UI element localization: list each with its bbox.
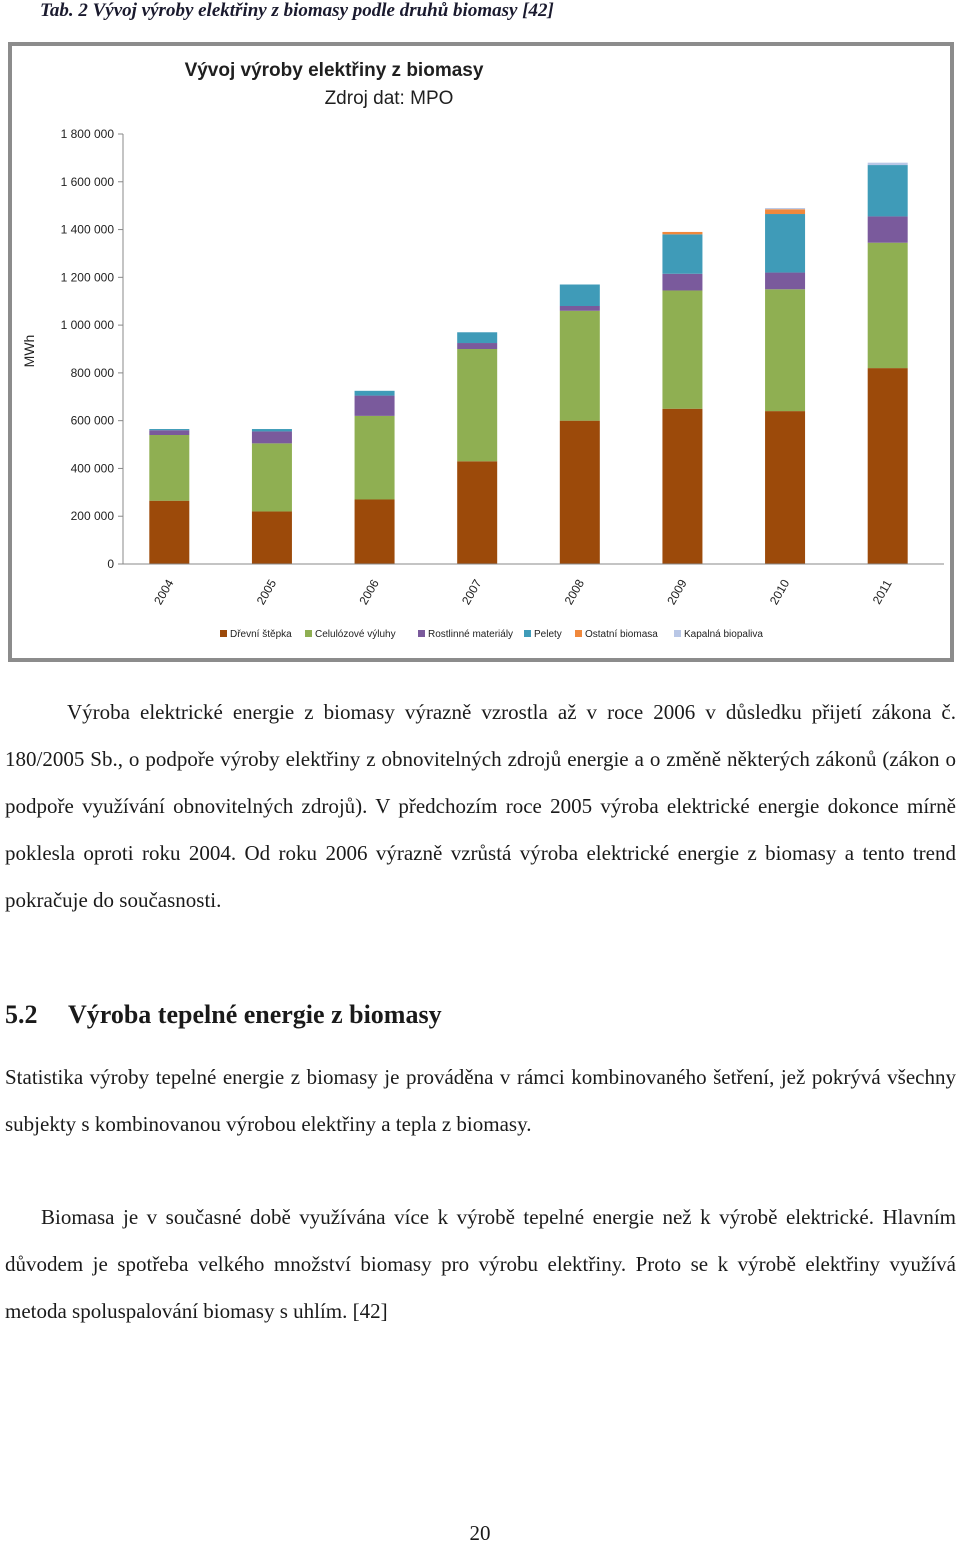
y-axis-label: MWh bbox=[21, 334, 37, 368]
x-tick-label: 2010 bbox=[766, 576, 793, 608]
bar-segment bbox=[457, 461, 497, 564]
bar-segment bbox=[662, 234, 702, 273]
legend-swatch bbox=[524, 630, 531, 637]
chart-subtitle: Zdroj dat: MPO bbox=[324, 88, 454, 109]
bar-segment bbox=[765, 411, 805, 564]
bar-segment bbox=[355, 500, 395, 565]
bar-segment bbox=[868, 216, 908, 242]
bar-segment bbox=[765, 289, 805, 411]
section-heading bbox=[5, 1000, 442, 1030]
bar-segment bbox=[662, 232, 702, 234]
section-number: 5.2 bbox=[5, 1000, 38, 1029]
table-caption: Tab. 2 Vývoj výroby elektřiny z biomasy podle druhů biomasy [42] bbox=[40, 0, 554, 21]
x-tick-label: 2008 bbox=[561, 576, 588, 608]
bar-segment bbox=[868, 243, 908, 368]
bar-segment bbox=[765, 208, 805, 209]
bar-segment bbox=[457, 343, 497, 349]
paragraph-heat-statistics: Statistika výroby tepelné energie z biomasy je prováděna v rámci kombinovaného šetření, jež pokrývá všechny subjekty s kombinovanou výrobou elektřiny a tepla z biomasy. bbox=[5, 1065, 956, 1136]
bar-segment bbox=[149, 430, 189, 435]
legend-swatch bbox=[220, 630, 227, 637]
y-tick-label: 600 000 bbox=[70, 413, 114, 428]
chart-title: Vývoj výroby elektřiny z biomasy bbox=[184, 60, 484, 81]
bar-segment bbox=[868, 165, 908, 216]
legend-label: Ostatní biomasa bbox=[585, 629, 658, 640]
bar-segment bbox=[662, 290, 702, 408]
bar-segment bbox=[355, 396, 395, 416]
y-tick-label: 200 000 bbox=[70, 509, 114, 524]
x-tick-label: 2006 bbox=[356, 576, 382, 608]
bar-segment bbox=[252, 511, 292, 564]
bar-segment bbox=[662, 274, 702, 291]
bar-segment bbox=[560, 285, 600, 307]
chart-frame bbox=[8, 42, 954, 662]
y-tick-label: 0 bbox=[107, 557, 114, 571]
y-tick-label: 800 000 bbox=[70, 365, 114, 380]
bar-segment bbox=[560, 421, 600, 564]
section-title: Výroba tepelné energie z biomasy bbox=[68, 1000, 442, 1029]
y-tick-label: 1 400 000 bbox=[60, 222, 114, 237]
bar-segment bbox=[457, 332, 497, 343]
bar-segment bbox=[355, 416, 395, 500]
legend-label: Kapalná biopaliva bbox=[684, 629, 763, 640]
x-tick-label: 2009 bbox=[664, 576, 690, 608]
bar-segment bbox=[252, 429, 292, 431]
bar-segment bbox=[457, 349, 497, 461]
bar-segment bbox=[149, 429, 189, 430]
bar-segment bbox=[662, 409, 702, 564]
legend-label: Dřevní štěpka bbox=[230, 629, 292, 640]
bar-segment bbox=[149, 501, 189, 564]
x-tick-label: 2005 bbox=[253, 576, 280, 608]
bar-segment bbox=[765, 209, 805, 214]
legend-label: Pelety bbox=[534, 629, 562, 640]
x-tick-label: 2004 bbox=[151, 576, 177, 608]
y-tick-label: 1 600 000 bbox=[60, 174, 114, 189]
paragraph-biomass-usage: Biomasa je v současné době využívána více k výrobě tepelné energie než k výrobě elektrické. Hlavním důvodem je spotřeba velkého množství biomasy pro výrobu elektřiny. Proto se k výrobě elektřiny využívá metoda spoluspalování biomasy s uhlím. [42] bbox=[5, 1205, 956, 1323]
bar-segment bbox=[765, 214, 805, 273]
bar-segment bbox=[149, 435, 189, 501]
bar-segment bbox=[252, 431, 292, 443]
page-number: 20 bbox=[469, 1521, 491, 1545]
bar-segment bbox=[868, 368, 908, 564]
legend-label: Celulózové výluhy bbox=[315, 629, 396, 640]
x-tick-label: 2011 bbox=[869, 577, 895, 607]
bar-segment bbox=[765, 273, 805, 290]
legend-swatch bbox=[575, 630, 582, 637]
y-tick-label: 1 200 000 bbox=[60, 270, 114, 285]
bar-segment bbox=[355, 391, 395, 396]
y-tick-label: 1 800 000 bbox=[60, 127, 114, 141]
y-tick-label: 400 000 bbox=[70, 461, 114, 476]
paragraph-electricity-growth: Výroba elektrické energie z biomasy výrazně vzrostla až v roce 2006 v důsledku přijetí zákona č. 180/2005 Sb., o podpoře výroby elektřiny z obnovitelných zdrojů energie a o změně některých zákonů (zákon o podpoře využívání obnovitelných zdrojů). V předchozím roce 2005 výroba elektrické energie dokonce mírně poklesla oproti roku 2004. Od roku 2006 výrazně vzrůstá výroba elektrické energie z biomasy a tento trend pokračuje do současnosti. bbox=[5, 700, 956, 912]
bar-segment bbox=[560, 306, 600, 311]
legend-label: Rostlinné materiály bbox=[428, 629, 514, 640]
legend-swatch bbox=[418, 630, 425, 637]
legend-swatch bbox=[305, 630, 312, 637]
bar-segment bbox=[560, 311, 600, 421]
biomass-electricity-chart bbox=[12, 46, 950, 658]
x-tick-label: 2007 bbox=[458, 576, 485, 608]
bar-segment bbox=[252, 443, 292, 511]
bar-segment bbox=[868, 163, 908, 165]
legend-swatch bbox=[674, 630, 681, 637]
y-tick-label: 1 000 000 bbox=[60, 318, 114, 333]
